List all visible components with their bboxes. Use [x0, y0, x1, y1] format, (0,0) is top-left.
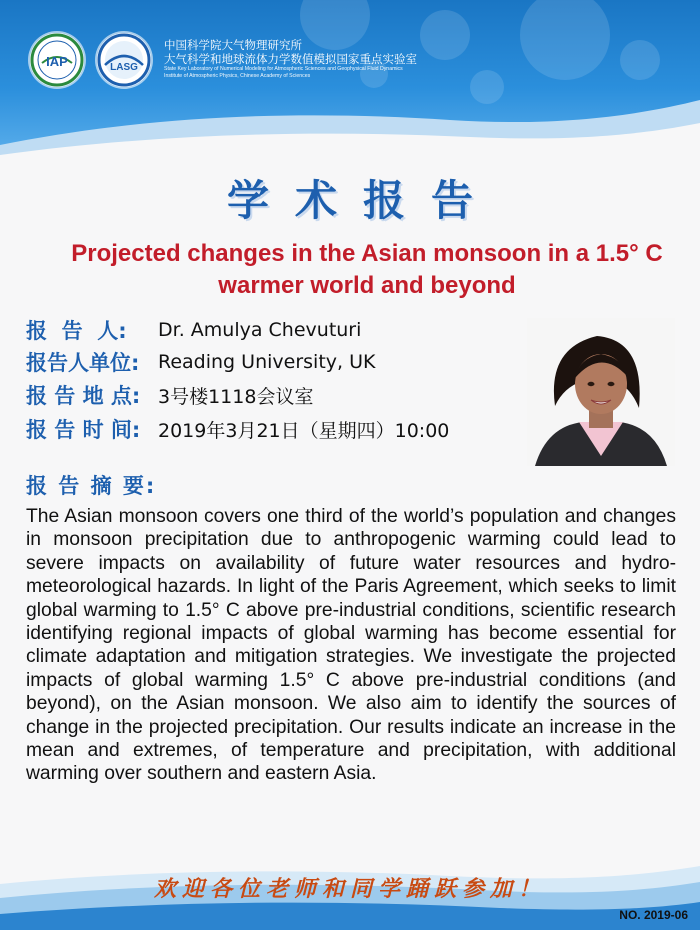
lasg-logo-text: LASG	[110, 62, 138, 73]
speaker-row	[26, 315, 361, 345]
location-row	[26, 380, 313, 410]
affiliation-label: 报告人单位:	[26, 351, 140, 375]
iap-logo-text: IAP	[46, 54, 68, 69]
speaker-label: 报 告 人:	[26, 319, 127, 343]
header-banner	[0, 0, 700, 160]
time-row	[26, 414, 449, 444]
abstract-text: The Asian monsoon covers one third of the world’s population and changes in monsoon precipitation due to anthropogenic warming could lead to severe impacts on availability of future water resources and hydro-meteorological hazards. In light of the Paris Agreement, which seeks to limit global warming to 1.5° C above pre-industrial conditions, scientific research identifying regional impacts of global warming has become essential for climate adaptation and mitigation strategies. We investigate the projected impacts of global warming 1.5° C above pre-industrial conditions (and beyond), on the Asian monsoon. We also aim to identify the sources of change in the projected precipitation. Our results indicate an increase in the mean and extremes, of temperature and precipitation, with additional warming over southern and eastern Asia.	[26, 506, 676, 785]
header-wave	[0, 95, 700, 160]
location-label: 报 告 地 点:	[26, 384, 141, 408]
talk-title: Projected changes in the Asian monsoon in a 1.5° C warmer world and beyond	[71, 240, 663, 299]
institute-en-line2: Institute of Atmospheric Physics, Chinese Academy of Sciences	[164, 73, 311, 79]
affiliation-row	[26, 347, 375, 377]
document-number: NO. 2019-06	[619, 908, 688, 922]
institute-en-line1: State Key Laboratory of Numerical Modeling for Atmospheric Sciences and Geophysical Fluid Dynamics	[164, 66, 403, 72]
affiliation-value: Reading University, UK	[158, 351, 376, 373]
institute-names	[164, 38, 417, 80]
speaker-photo	[527, 318, 675, 466]
location-value: 3号楼1118会议室	[158, 385, 314, 408]
institute-cn-line1: 中国科学院大气物理研究所	[164, 38, 302, 52]
abstract-heading: 报 告 摘 要:	[26, 474, 157, 498]
speaker-value: Dr. Amulya Chevuturi	[158, 319, 362, 341]
welcome-message: 欢迎各位老师和同学踊跃参加！	[153, 876, 546, 902]
iap-logo	[30, 33, 84, 87]
poster-title: 学术报告	[226, 176, 499, 225]
lasg-logo	[97, 33, 151, 87]
institute-cn-line2: 大气科学和地球流体力学数值模拟国家重点实验室	[164, 52, 417, 66]
time-label: 报 告 时 间:	[26, 418, 141, 442]
time-value: 2019年3月21日（星期四）10:00	[158, 419, 450, 442]
